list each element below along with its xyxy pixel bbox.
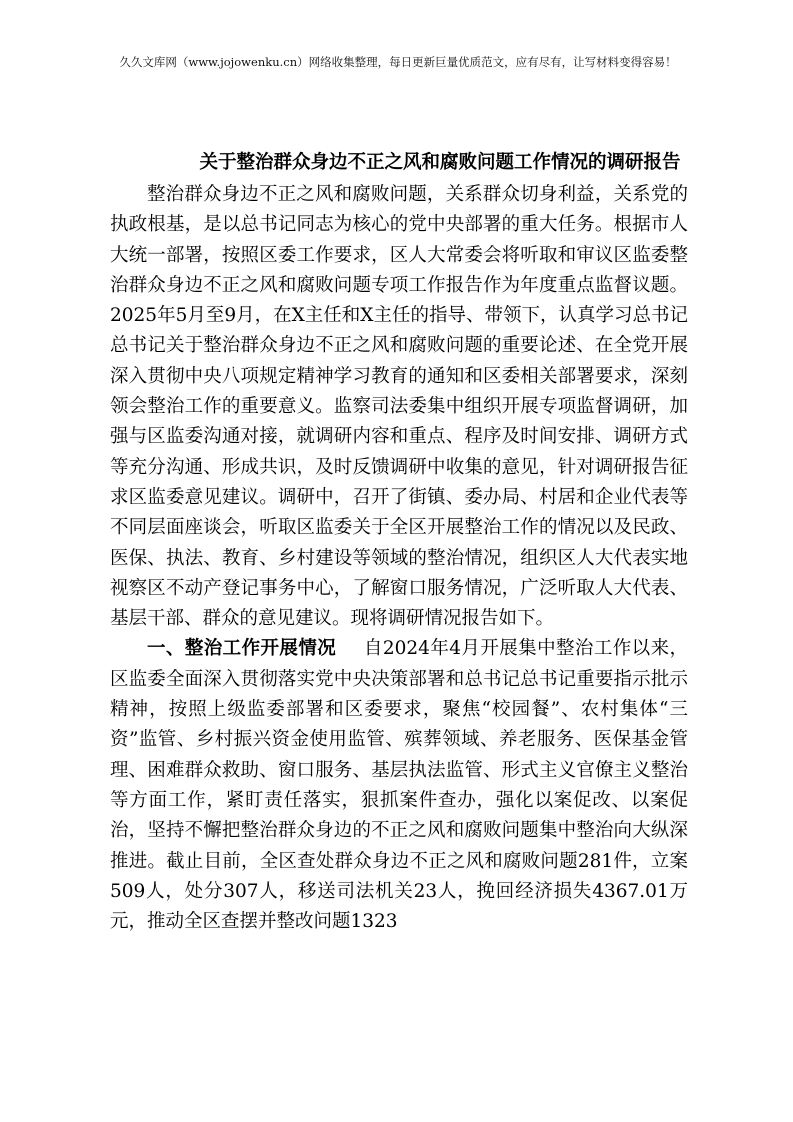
section-1-heading: 一、整治工作开展情况 — [147, 638, 337, 660]
page-header: 久久文库网（www.jojowenku.cn）网络收集整理，每日更新巨量优质范文，应有尽有，让写材料变得容易！ — [119, 55, 677, 69]
intro-paragraph: 整治群众身边不正之风和腐败问题，关系群众切身利益，关系党的执政根基，是以总书记同志为核心的党中央部署的重大任务。根据市人大统一部署，按照区委工作要求，区人大常委会将听取和审议区监委整治群众身边不正之风和腐败问题专项工作报告作为年度重点监督议题。2025年5月至9月，在X主任和X主任的指导、带领下，认真学习总书记总书记关于整治群众身边不正之风和腐败问题的重要论述、在全党开展深入贯彻中央八项规定精神学习教育的通知和区委相关部署要求，深刻领会整治工作的重要意义。监察司法委集中组织开展专项监督调研，加强与区监委沟通对接，就调研内容和重点、程序及时间安排、调研方式等充分沟通、形成共识，及时反馈调研中收集的意见，针对调研报告征求区监委意见建议。调研中，召开了街镇、委办局、村居和企业代表等不同层面座谈会，听取区监委关于全区开展整治工作的情况以及民政、医保、执法、教育、乡村建设等领域的整治情况，组织区人大代表实地视察区不动产登记事务中心，了解窗口服务情况，广泛听取人大代表、基层干部、群众的意见建议。现将调研情况报告如下。 — [110, 184, 688, 630]
section-1-paragraph — [110, 634, 688, 937]
section-1-text: 自2024年4月开展集中整治工作以来，区监委全面深入贯彻落实党中央决策部署和总书记总书记重要指示批示精神，按照上级监委部署和区委要求，聚焦“校园餐”、农村集体“三资”监管、乡村振兴资金使用监管、殡葬领域、养老服务、医保基金管理、困难群众救助、窗口服务、基层执法监管、形式主义官僚主义整治等方面工作，紧盯责任落实，狠抓案件查办，强化以案促改、以案促治，坚持不懈把整治群众身边的不正之风和腐败问题集中整治向大纵深推进。截止目前，全区查处群众身边不正之风和腐败问题281件，立案509人，处分307人，移送司法机关23人，挽回经济损失4367.01万元，推动全区查摆并整改问题1323 — [110, 638, 688, 933]
document-body — [110, 180, 688, 937]
document-title: 关于整治群众身边不正之风和腐败问题工作情况的调研报告 — [199, 152, 681, 173]
